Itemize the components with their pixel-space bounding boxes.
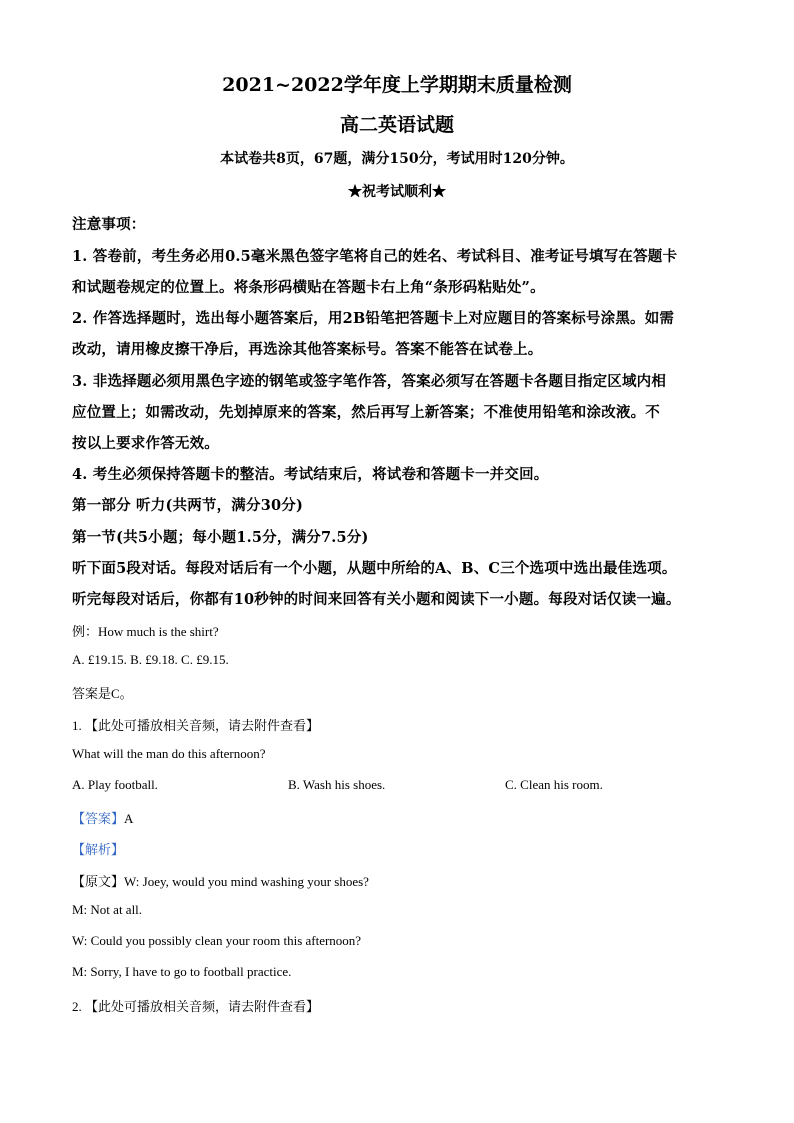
option-a: A. Play football.	[72, 777, 158, 792]
answer-line	[72, 808, 732, 827]
question-1-text: What will the man do this afternoon?	[72, 746, 266, 761]
notes-heading: 注意事项：	[72, 216, 146, 233]
option-b: B. Wash his shoes.	[288, 777, 386, 792]
original-tag: 【原文】	[72, 874, 125, 889]
notes-line: 4. 考生必须保持答题卡的整洁。考试结束后，将试卷和答题卡一并交回。	[72, 466, 549, 483]
notes-line: 按以上要求作答无效。	[72, 435, 219, 452]
notes-line: 2. 作答选择题时，选出每小题答案后，用2B铅笔把答题卡上对应题目的答案标号涂黑。如需	[72, 310, 675, 327]
example-answer: 答案是C。	[72, 686, 133, 701]
option-c: C. Clean his room.	[505, 777, 603, 792]
exam-subject: 高二英语试题	[339, 114, 454, 136]
example-options: A. £19.15. B. £9.18. C. £9.15.	[72, 652, 229, 667]
dialogue-line: W: Could you possibly clean your room this afternoon?	[72, 933, 362, 948]
exam-info: 本试卷共8页，67题，满分150分，考试用时120分钟。	[220, 151, 574, 167]
notes-line: 1. 答卷前，考生务必用0.5毫米黑色签字笔将自己的姓名、考试科目、准考证号填写在答题卡	[72, 248, 678, 265]
example-question: 例：How much is the shirt?	[72, 624, 219, 639]
notes-line: 改动，请用橡皮擦干净后，再选涂其他答案标号。答案不能答在试卷上。	[72, 341, 543, 358]
notes-line: 应位置上；如需改动，先划掉原来的答案，然后再写上新答案；不准使用铅笔和涂改液。不	[72, 404, 660, 421]
answer-value: A	[124, 811, 134, 826]
instruction-line: 听下面5段对话。每段对话后有一个小题，从题中所给的A、B、C三个选项中选出最佳选项。	[72, 560, 677, 577]
section1-heading: 第一节(共5小题；每小题1.5分，满分7.5分)	[72, 529, 369, 546]
notes-line: 3. 非选择题必须用黑色字迹的钢笔或签字笔作答，答案必须写在答题卡各题目指定区域内相	[72, 373, 667, 390]
exam-blessing: ★祝考试顺利★	[348, 184, 446, 200]
question-1-label: 1. 【此处可播放相关音频，请去附件查看】	[72, 718, 320, 733]
part1-heading: 第一部分 听力(共两节，满分30分)	[72, 497, 304, 514]
dialogue-line: M: Not at all.	[72, 902, 143, 917]
dialogue-text: W: Joey, would you mind washing your shoes?	[124, 874, 369, 889]
dialogue-line	[72, 871, 732, 890]
instruction-line: 听完每段对话后，你都有10秒钟的时间来回答有关小题和阅读下一小题。每段对话仅读一遍。	[72, 591, 681, 608]
dialogue-line: M: Sorry, I have to go to football practice.	[72, 964, 292, 979]
analysis-tag: 【解析】	[72, 842, 125, 857]
notes-line: 和试题卷规定的位置上。将条形码横贴在答题卡右上角“条形码粘贴处”。	[72, 279, 545, 296]
answer-tag: 【答案】	[72, 811, 125, 826]
question-2-label: 2. 【此处可播放相关音频，请去附件查看】	[72, 999, 320, 1014]
exam-title: 2021~2022学年度上学期期末质量检测	[222, 74, 572, 96]
